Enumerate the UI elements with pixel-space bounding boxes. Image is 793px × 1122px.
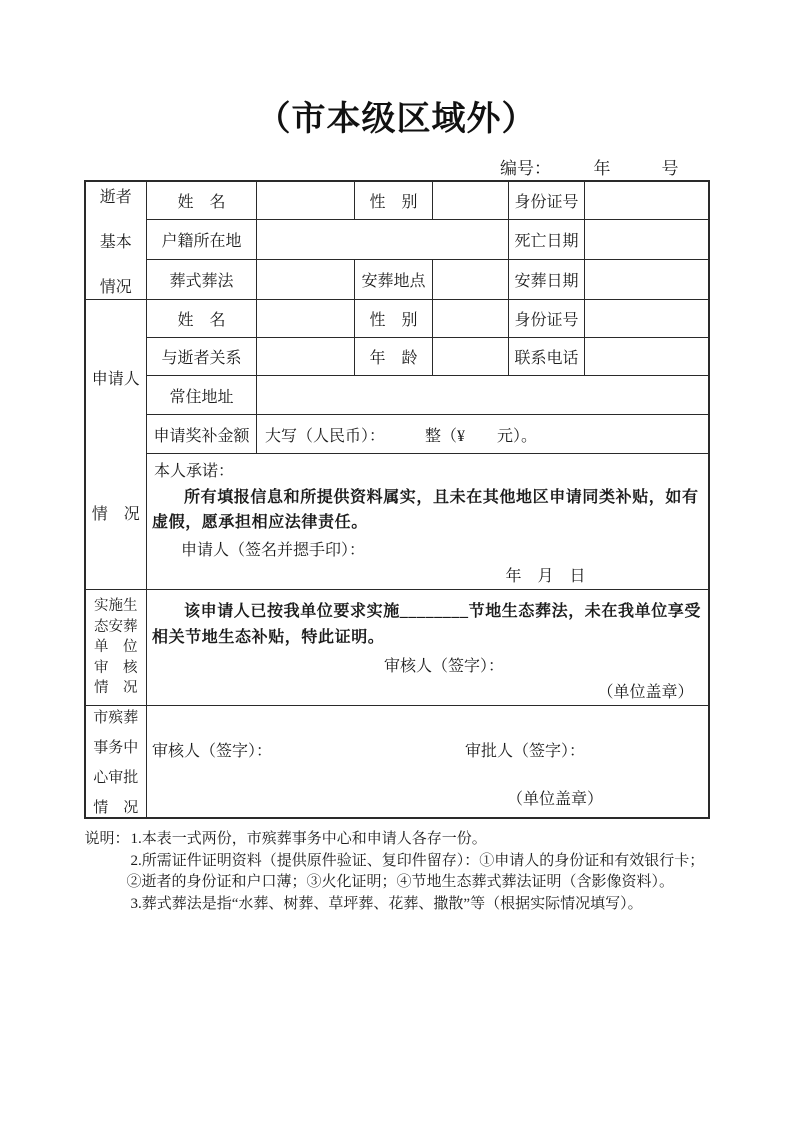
application-form-table: [84, 180, 710, 820]
table-row: [85, 376, 709, 415]
applicant-gender-value: [433, 300, 509, 338]
unit-review-cell: [147, 590, 709, 706]
center-approval-signature-row: [147, 712, 708, 764]
burial-place-label: 安葬地点: [355, 260, 433, 300]
unit-reviewer-signature-label: 审核人（签字）：: [384, 658, 505, 676]
table-row: [85, 706, 709, 819]
section-header-line: 情 况: [93, 800, 139, 817]
section-header-unit-review-lines: [86, 597, 147, 698]
table-row: [85, 300, 709, 338]
phone-label: 联系电话: [509, 338, 585, 376]
address-value: [257, 376, 709, 415]
table-row: [85, 260, 709, 300]
age-label: 年 龄: [355, 338, 433, 376]
burial-method-value: [257, 260, 355, 300]
notes-items: [126, 829, 709, 915]
section-header-line: 情况: [99, 278, 132, 296]
section-header-deceased: [85, 181, 147, 300]
note-item-3: 3.葬式葬法是指“水葬、树葬、草坪葬、花葬、撒散”等（根据实际情况填写）。: [130, 895, 643, 912]
burial-method-label: 葬式葬法: [147, 260, 257, 300]
applicant-name-label: 姓 名: [147, 300, 257, 338]
burial-date-label: 安葬日期: [509, 260, 585, 300]
table-row: [85, 220, 709, 260]
table-row: [85, 415, 709, 454]
section-header-center-approval: [85, 706, 147, 819]
deceased-id-label: 身份证号: [509, 181, 585, 220]
relation-value: [257, 338, 355, 376]
note-item-2: 2.所需证件证明资料（提供原件验证、复印件留存）：①申请人的身份证和有效银行卡；: [130, 852, 705, 869]
section-header-line: 事务中: [93, 740, 139, 757]
deceased-name-label: 姓 名: [147, 181, 257, 220]
center-reviewer-signature-label: 审核人（签字）：: [152, 742, 273, 760]
section-header-line: 市殡葬: [93, 710, 139, 727]
section-header-line: 情 况: [94, 680, 138, 697]
note-item-2-continued: ②逝者的身份证和户口薄；③火化证明；④节地生态葬式葬法证明（含影像资料）。: [126, 874, 675, 891]
section-header-line: 审 核: [94, 659, 138, 676]
table-row: [85, 181, 709, 220]
section-header-line: 实施生: [94, 598, 138, 615]
section-header-deceased-lines: [86, 184, 147, 297]
applicant-gender-label: 性 别: [355, 300, 433, 338]
section-header-applicant-lines: [86, 366, 147, 524]
deceased-residence-label: 户籍所在地: [147, 220, 257, 260]
age-value: [433, 338, 509, 376]
table-row: [85, 590, 709, 706]
notes-label: 说明：: [84, 831, 130, 848]
applicant-id-label: 身份证号: [509, 300, 585, 338]
section-header-line: 逝者: [99, 188, 132, 206]
center-approver-signature-label: 审批人（签字）：: [465, 742, 586, 760]
phone-value: [585, 338, 709, 376]
commitment-cell: [147, 454, 709, 590]
section-header-line: 情 况: [91, 505, 140, 523]
table-row: [85, 454, 709, 590]
commitment-body: 所有填报信息和所提供资料属实，且未在其他地区申请同类补贴，如有虚假，愿承担相应法律责任。: [152, 489, 699, 532]
relation-label: 与逝者关系: [147, 338, 257, 376]
section-header-unit-review: [85, 590, 147, 706]
applicant-id-value: [585, 300, 709, 338]
deceased-name-value: [257, 181, 355, 220]
deceased-id-value: [585, 181, 709, 220]
notes-section: [85, 829, 709, 915]
section-header-line: 申请人: [91, 370, 140, 388]
table-row: [85, 338, 709, 376]
note-item-1: 1.本表一式两份，市殡葬事务中心和申请人各存一份。: [130, 831, 487, 848]
section-header-line: 心审批: [93, 770, 139, 787]
unit-certification-body: 该申请人已按我单位要求实施________节地生态葬法，未在我单位享受相关节地生态补贴，特此证明。: [152, 603, 702, 647]
unit-seal-label: （单位盖章）: [597, 684, 694, 702]
section-header-line: 基本: [99, 233, 132, 251]
serial-number-line: 编号： 年 号: [500, 158, 679, 178]
section-header-applicant: [85, 300, 147, 590]
deceased-residence-value: [257, 220, 509, 260]
section-header-line: 单 位: [94, 639, 138, 656]
address-label: 常住地址: [147, 376, 257, 415]
burial-place-value: [433, 260, 509, 300]
applicant-name-value: [257, 300, 355, 338]
page-title: （市本级区域外）: [256, 100, 537, 138]
commitment-title: 本人承诺：: [154, 463, 235, 481]
subsidy-amount-label: 申请奖补金额: [147, 415, 257, 454]
signature-date-label: 年 月 日: [505, 568, 586, 586]
deceased-gender-label: 性 别: [355, 181, 433, 220]
center-seal-label: （单位盖章）: [507, 790, 604, 808]
deceased-gender-value: [433, 181, 509, 220]
applicant-signature-label: 申请人（签名并摁手印）：: [181, 542, 366, 560]
section-header-center-approval-lines: [86, 706, 147, 817]
subsidy-amount-value: 大写（人民币）： 整（¥ 元）。: [257, 415, 709, 454]
section-header-line: 态安葬: [94, 618, 138, 635]
deceased-death-date-value: [585, 220, 709, 260]
burial-date-value: [585, 260, 709, 300]
deceased-death-date-label: 死亡日期: [509, 220, 585, 260]
center-approval-cell: [147, 706, 709, 819]
